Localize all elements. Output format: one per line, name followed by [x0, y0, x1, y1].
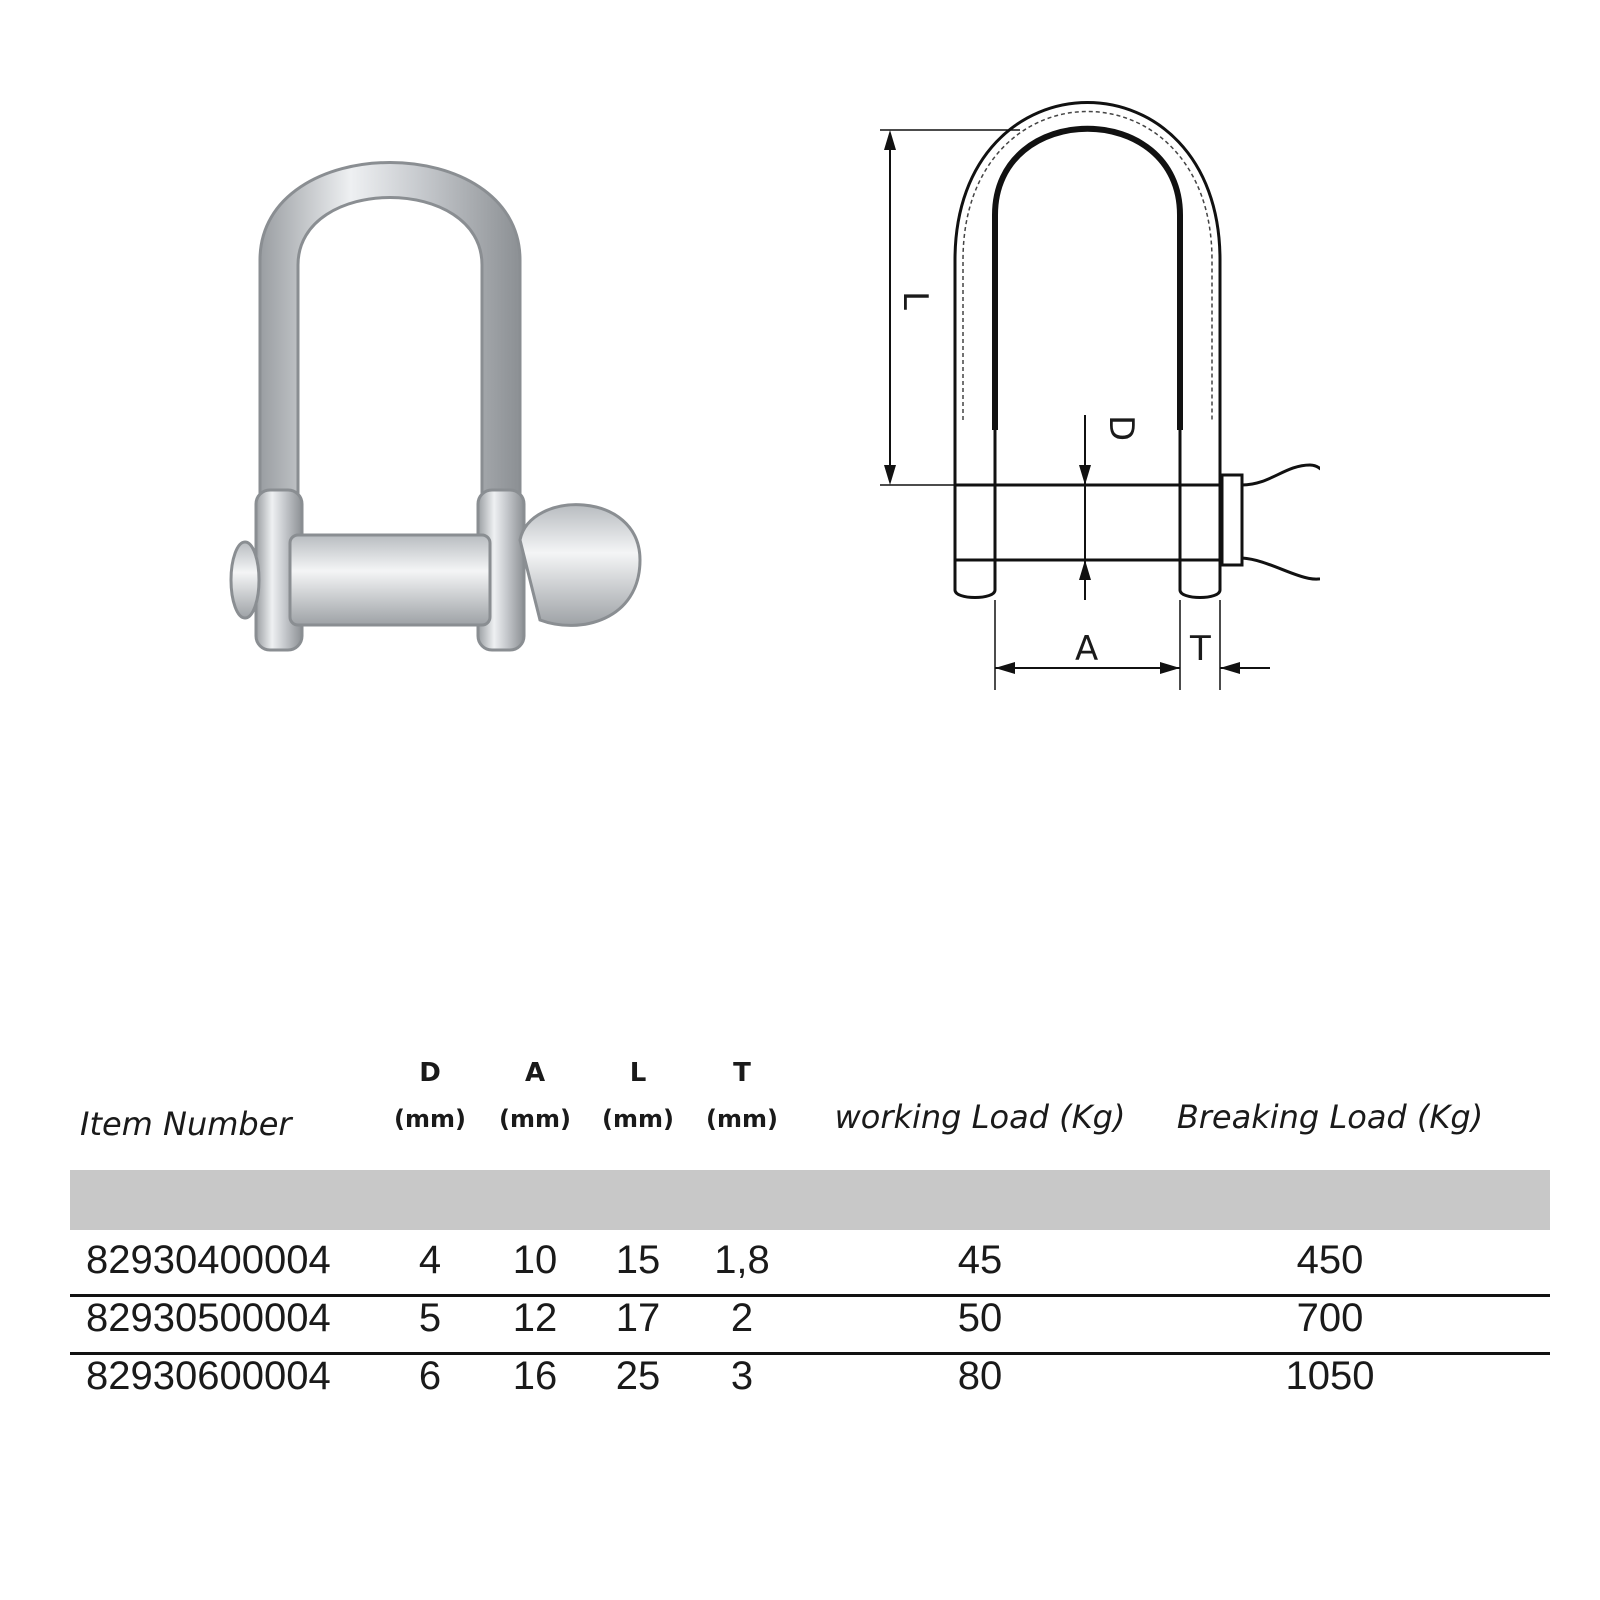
cell-item-number: 82930600004 [86, 1354, 331, 1398]
cell-L: 17 [615, 1296, 661, 1340]
cell-item-number: 82930500004 [86, 1296, 331, 1340]
cell-breaking-load: 450 [1296, 1238, 1364, 1282]
cell-working-load: 50 [957, 1296, 1003, 1340]
header-T: T (mm) [706, 1058, 778, 1133]
header-L: L (mm) [602, 1058, 674, 1133]
table-row [70, 1290, 1550, 1348]
cell-D: 4 [418, 1238, 442, 1282]
label-A: A [1075, 629, 1099, 669]
table-row [70, 1348, 1550, 1406]
cell-T: 1,8 [714, 1238, 770, 1282]
label-T: T [1190, 629, 1211, 669]
cell-L: 25 [615, 1354, 661, 1398]
cell-working-load: 45 [957, 1238, 1003, 1282]
header-A: A (mm) [499, 1058, 571, 1133]
header-D: D (mm) [394, 1058, 466, 1133]
table-row [70, 1232, 1550, 1290]
shackle-technical-drawing [880, 80, 1320, 720]
cell-A: 16 [512, 1354, 558, 1398]
label-D: D [1101, 415, 1141, 442]
header-working-load: working Load (Kg) [834, 1098, 1126, 1136]
label-L: L [895, 291, 935, 310]
shackle-photo [200, 90, 700, 730]
header-band [70, 1170, 1550, 1230]
cell-item-number: 82930400004 [86, 1238, 331, 1282]
header-item-number: Item Number [80, 1105, 292, 1143]
cell-A: 10 [512, 1238, 558, 1282]
cell-D: 5 [418, 1296, 442, 1340]
cell-A: 12 [512, 1296, 558, 1340]
cell-T: 2 [730, 1296, 754, 1340]
cell-L: 15 [615, 1238, 661, 1282]
cell-working-load: 80 [957, 1354, 1003, 1398]
header-breaking-load: Breaking Load (Kg) [1176, 1098, 1484, 1136]
cell-breaking-load: 700 [1296, 1296, 1364, 1340]
cell-T: 3 [730, 1354, 754, 1398]
cell-D: 6 [418, 1354, 442, 1398]
cell-breaking-load: 1050 [1285, 1354, 1375, 1398]
